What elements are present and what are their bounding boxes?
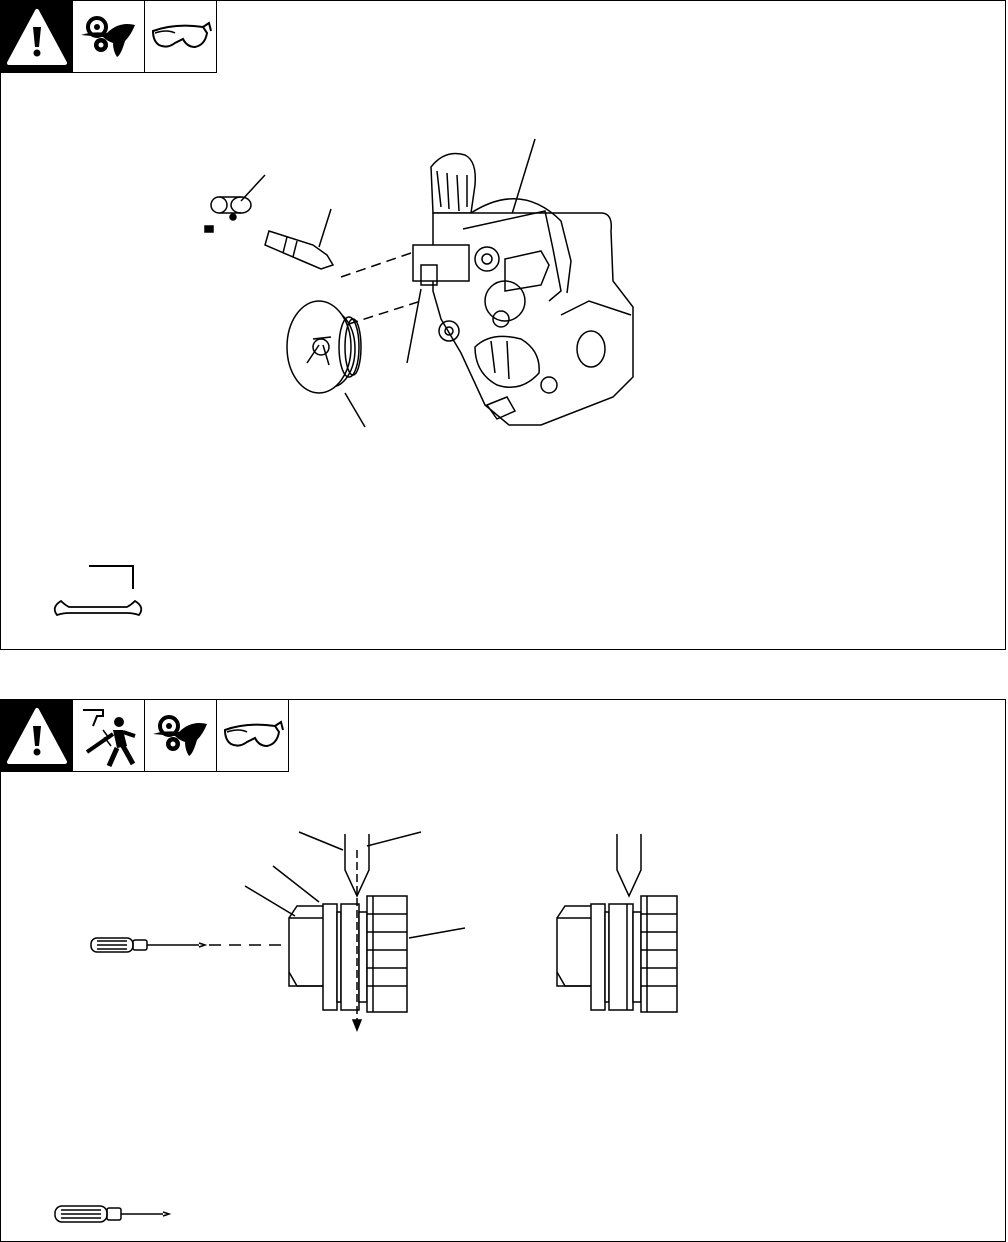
screwdriver-icon [91, 938, 205, 952]
pointer-line [407, 289, 421, 363]
screwdriver-icon [55, 1206, 169, 1222]
pointer-line [367, 832, 421, 846]
misaligned-roll-assembly [289, 834, 407, 1030]
pointer-line [245, 886, 295, 916]
pointer-line [273, 866, 319, 902]
alignment-line [341, 253, 411, 277]
pointer-line [299, 832, 343, 850]
aligned-roll-assembly [557, 834, 677, 1012]
hex-key-icon [89, 566, 133, 589]
collar-part [205, 197, 251, 232]
drive-assembly-illustration [1, 1, 1005, 649]
alignment-illustration [1, 700, 1005, 1241]
wrench-icon [55, 601, 142, 615]
pointer-line [319, 209, 331, 247]
pointer-line [409, 928, 465, 938]
drive-roll-alignment-panel [0, 699, 1006, 1242]
wire-feed-assembly [413, 154, 633, 426]
drive-roll-part [287, 301, 361, 393]
pointer-line [345, 393, 365, 427]
